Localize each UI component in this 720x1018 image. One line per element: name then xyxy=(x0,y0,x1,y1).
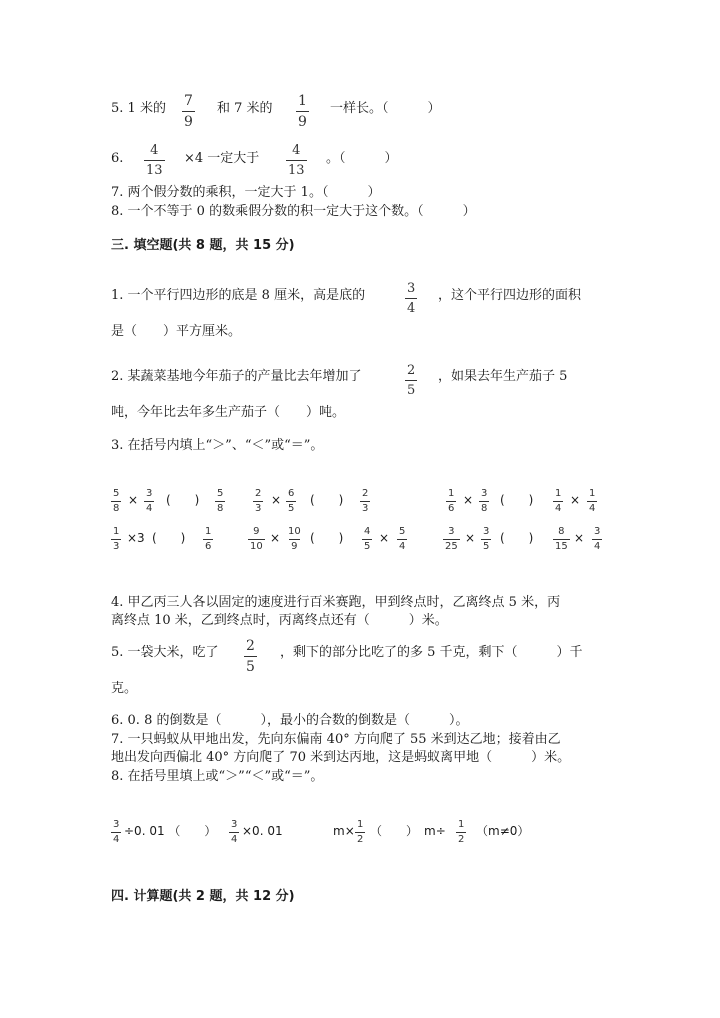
fraction: $\frac{5}{4}$ xyxy=(399,526,406,552)
cmp-a-text-2: ×0. 01 xyxy=(242,824,283,838)
cmp-a-text-1: ÷0. 01 （ ） xyxy=(124,824,217,838)
answer-blank[interactable]: ( ) xyxy=(152,531,186,545)
cmp-b-text-1: m× xyxy=(333,824,355,838)
q6-fraction-2: $\frac{4}{13}$ xyxy=(288,143,305,178)
q5-fraction-1: $\frac{7}{9}$ xyxy=(184,93,193,130)
fraction: $\frac{4}{5}$ xyxy=(364,526,371,552)
q6-text-a: 6. xyxy=(111,151,124,166)
answer-blank[interactable]: ( ) xyxy=(500,493,534,507)
f2-text-b: ，如果去年生产茄子 5 xyxy=(438,369,568,384)
times-sign: × xyxy=(574,531,585,545)
fraction: $\frac{3}{8}$ xyxy=(481,488,488,514)
f1-text-b: ，这个平行四边形的面积 xyxy=(438,288,582,303)
fraction: $\frac{1}{2}$ xyxy=(357,819,364,845)
fraction: $\frac{3}{4}$ xyxy=(146,488,153,514)
fraction: $\frac{1}{2}$ xyxy=(458,819,465,845)
fraction: $\frac{3}{4}$ xyxy=(594,526,601,552)
times-three: ×3 xyxy=(127,531,145,545)
q5-text-c: 一样长。（ ） xyxy=(330,101,441,116)
section-4-title: 四. 计算题(共 2 题，共 12 分) xyxy=(111,889,295,904)
q5-text-a: 5. 1 米的 xyxy=(111,101,166,116)
f1-text-c: 是（ ）平方厘米。 xyxy=(111,324,242,339)
times-sign: × xyxy=(128,493,139,507)
fraction: $\frac{3}{25}$ xyxy=(445,526,458,552)
answer-blank[interactable]: ( ) xyxy=(310,493,344,507)
fraction: $\frac{5}{8}$ xyxy=(113,488,120,514)
fraction: $\frac{9}{10}$ xyxy=(250,526,263,552)
q5-fraction-2: $\frac{1}{9}$ xyxy=(298,93,307,130)
fraction: $\frac{3}{4}$ xyxy=(231,819,238,845)
q6-fraction-1: $\frac{4}{13}$ xyxy=(146,143,163,178)
fraction: $\frac{1}{6}$ xyxy=(448,488,455,514)
answer-blank[interactable]: ( ) xyxy=(500,531,534,545)
q6-text-b: ×4 一定大于 xyxy=(184,151,260,166)
fraction: $\frac{1}{4}$ xyxy=(555,488,562,514)
f5-text-c: 克。 xyxy=(111,681,138,696)
cmp-b-text-3: （m≠0） xyxy=(476,824,530,838)
answer-blank[interactable]: ( ) xyxy=(166,493,200,507)
fraction: $\frac{2}{3}$ xyxy=(362,488,369,514)
fraction: $\frac{6}{5}$ xyxy=(288,488,295,514)
f5-fraction: $\frac{2}{5}$ xyxy=(246,638,255,675)
fraction: $\frac{1}{4}$ xyxy=(589,488,596,514)
f1-fraction: $\frac{3}{4}$ xyxy=(407,281,416,316)
fraction: $\frac{2}{3}$ xyxy=(255,488,262,514)
times-sign: × xyxy=(271,493,282,507)
f8-text: 8. 在括号里填上或“＞”“＜”或“＝”。 xyxy=(111,769,324,784)
fraction: $\frac{10}{9}$ xyxy=(288,526,301,552)
section-3-title: 三. 填空题(共 8 题，共 15 分) xyxy=(111,238,295,253)
cmp-b-text-2: （ ） m÷ xyxy=(370,824,446,838)
fraction: $\frac{8}{15}$ xyxy=(555,526,568,552)
q5-text-b: 和 7 米的 xyxy=(217,101,273,116)
q7-text: 7. 两个假分数的乘积，一定大于 1。（ ） xyxy=(111,185,381,200)
f3-text: 3. 在括号内填上“＞”、“＜”或“＝”。 xyxy=(111,438,324,453)
f4-text-a: 4. 甲乙丙三人各以固定的速度进行百米赛跑，甲到终点时，乙离终点 5 米，丙 xyxy=(111,595,561,610)
q8-text: 8. 一个不等于 0 的数乘假分数的积一定大于这个数。（ ） xyxy=(111,204,476,219)
f5-text-a: 5. 一袋大米，吃了 xyxy=(111,645,219,660)
f2-text-a: 2. 某蔬菜基地今年茄子的产量比去年增加了 xyxy=(111,369,362,384)
fraction: $\frac{1}{6}$ xyxy=(205,526,212,552)
f7-text-b: 地出发向西偏北 40° 方向爬了 70 米到达丙地，这是蚂蚁离甲地（ ）米。 xyxy=(111,750,571,765)
f7-text-a: 7. 一只蚂蚁从甲地出发，先向东偏南 40° 方向爬了 55 米到达乙地；接着由乙 xyxy=(111,732,561,747)
f2-text-c: 吨，今年比去年多生产茄子（ ）吨。 xyxy=(111,405,346,420)
fraction: $\frac{3}{5}$ xyxy=(483,526,490,552)
f5-text-b: ，剩下的部分比吃了的多 5 千克，剩下（ ）千 xyxy=(280,645,583,660)
times-sign: × xyxy=(570,493,581,507)
fraction: $\frac{1}{3}$ xyxy=(113,526,120,552)
q6-text-c: 。（ ） xyxy=(326,151,398,166)
times-sign: × xyxy=(270,531,281,545)
f4-text-b: 离终点 10 米，乙到终点时，丙离终点还有（ ）米。 xyxy=(111,613,448,628)
times-sign: × xyxy=(379,531,390,545)
answer-blank[interactable]: ( ) xyxy=(310,531,344,545)
times-sign: × xyxy=(463,493,474,507)
fraction: $\frac{3}{4}$ xyxy=(113,819,120,845)
times-sign: × xyxy=(465,531,476,545)
f6-text: 6. 0. 8 的倒数是（ ），最小的合数的倒数是（ ）。 xyxy=(111,713,469,728)
f1-text-a: 1. 一个平行四边形的底是 8 厘米，高是底的 xyxy=(111,288,366,303)
fraction: $\frac{5}{8}$ xyxy=(217,488,224,514)
f2-fraction: $\frac{2}{5}$ xyxy=(407,363,416,398)
